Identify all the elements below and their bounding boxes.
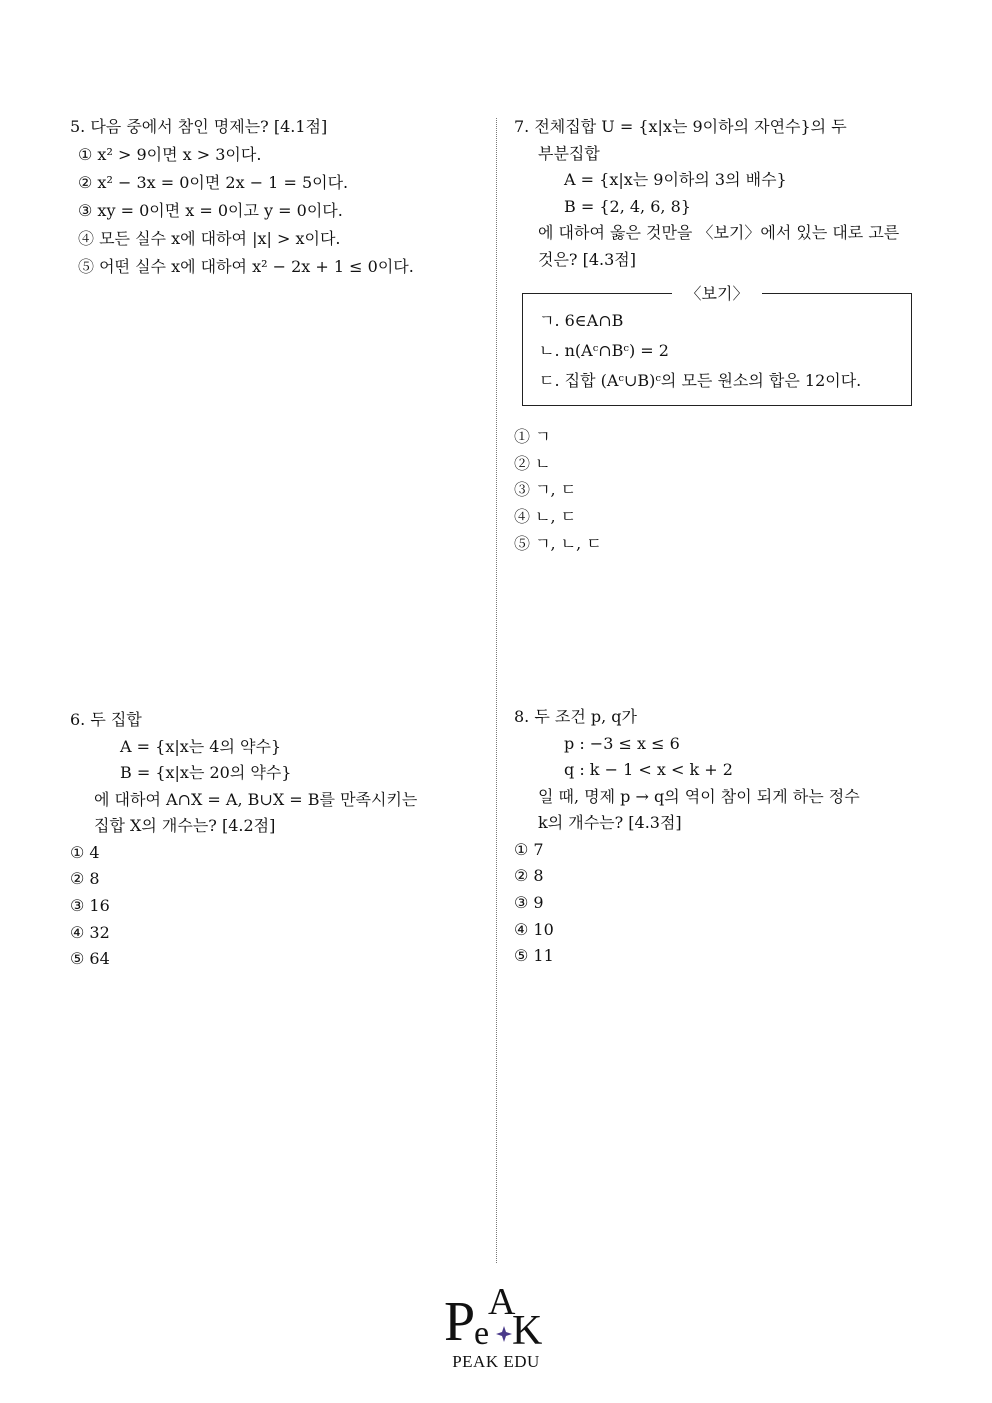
question-5-option-3[interactable]: ③ xy = 0이면 x = 0이고 y = 0이다. [78,200,343,220]
question-6-option-1[interactable]: ① 4 [70,842,100,862]
peak-logo-mark [430,1276,562,1352]
peak-logo [430,1276,562,1376]
question-6-options [70,840,417,974]
question-6-set-b: B = {x|x는 20의 약수} [120,763,292,782]
bogi-item-3: ㄷ. 집합 (Aᶜ∪B)ᶜ의 모든 원소의 합은 12이다. [539,371,862,390]
question-7-option-5[interactable]: ⑤ ㄱ, ㄴ, ㄷ [514,533,602,553]
question-5-option-5[interactable]: ⑤ 어떤 실수 x에 대하여 x² − 2x + 1 ≤ 0이다. [78,256,414,276]
question-5 [70,114,414,281]
question-6-text: 에 대하여 A∩X = A, B∪X = B를 만족시키는 [94,789,418,809]
question-5-option-2[interactable]: ② x² − 3x = 0이면 2x − 1 = 5이다. [78,172,349,192]
question-6-text: 집합 X의 개수는? [4.2점] [94,816,276,835]
question-5-option-4[interactable]: ④ 모든 실수 x에 대하여 |x| > x이다. [78,228,341,248]
question-8-option-2[interactable]: ② 8 [514,866,544,886]
question-6-option-4[interactable]: ④ 32 [70,922,110,942]
question-8-option-1[interactable]: ① 7 [514,839,544,859]
question-8-title: 8. 두 조건 p, q가 [514,707,638,726]
question-7-title: 7. 전체집합 U = {x|x는 9이하의 자연수}의 두 [514,117,847,136]
question-6-set-a: A = {x|x는 4의 약수} [120,736,282,756]
bogi-item-2: ㄴ. n(Aᶜ∩Bᶜ) = 2 [539,341,669,360]
question-8-text: k의 개수는? [4.3점] [538,813,682,832]
column-divider [496,118,497,1263]
question-6 [70,707,417,973]
question-7-option-2[interactable]: ② ㄴ [514,453,551,473]
question-5-options [70,141,414,281]
question-7-options [514,424,914,558]
question-7-text: 것은? [4.3점] [538,249,636,269]
question-6-option-3[interactable]: ③ 16 [70,895,110,915]
bogi-title: 〈보기〉 [672,284,763,303]
question-8-option-5[interactable]: ⑤ 11 [514,946,554,966]
svg-text:P: P [444,1291,476,1352]
question-8-options [514,837,860,971]
bogi-box [522,284,912,406]
svg-text:A: A [488,1281,516,1323]
svg-text:e: e [474,1315,490,1352]
question-6-title: 6. 두 집합 [70,710,142,729]
question-6-option-2[interactable]: ② 8 [70,869,100,889]
question-8-condition-p: p : −3 ≤ x ≤ 6 [564,733,680,753]
question-7-set-a: A = {x|x는 9이하의 3의 배수} [564,170,787,189]
svg-text:K: K [512,1308,543,1352]
question-6-option-5[interactable]: ⑤ 64 [70,949,110,969]
question-7-text: 부분집합 [538,143,600,163]
question-8-option-3[interactable]: ③ 9 [514,892,544,912]
question-7-option-4[interactable]: ④ ㄴ, ㄷ [514,507,577,527]
question-7-option-3[interactable]: ③ ㄱ, ㄷ [514,480,577,500]
bogi-item-1: ㄱ. 6∈A∩B [539,311,624,330]
question-8-text: 일 때, 명제 p → q의 역이 참이 되게 하는 정수 [538,786,860,806]
question-7-text: 에 대하여 옳은 것만을 〈보기〉에서 있는 대로 고른 [538,223,900,242]
question-7 [514,114,914,558]
question-8-option-4[interactable]: ④ 10 [514,919,554,939]
question-7-option-1[interactable]: ① ㄱ [514,427,551,446]
question-5-option-1[interactable]: ① x² > 9이면 x > 3이다. [78,144,262,164]
question-8 [514,704,860,970]
question-8-condition-q: q : k − 1 < x < k + 2 [564,760,733,779]
question-7-set-b: B = {2, 4, 6, 8} [564,196,691,216]
question-5-title: 5. 다음 중에서 참인 명제는? [4.1점] [70,117,328,136]
peak-logo-text: PEAK EDU [452,1352,540,1371]
